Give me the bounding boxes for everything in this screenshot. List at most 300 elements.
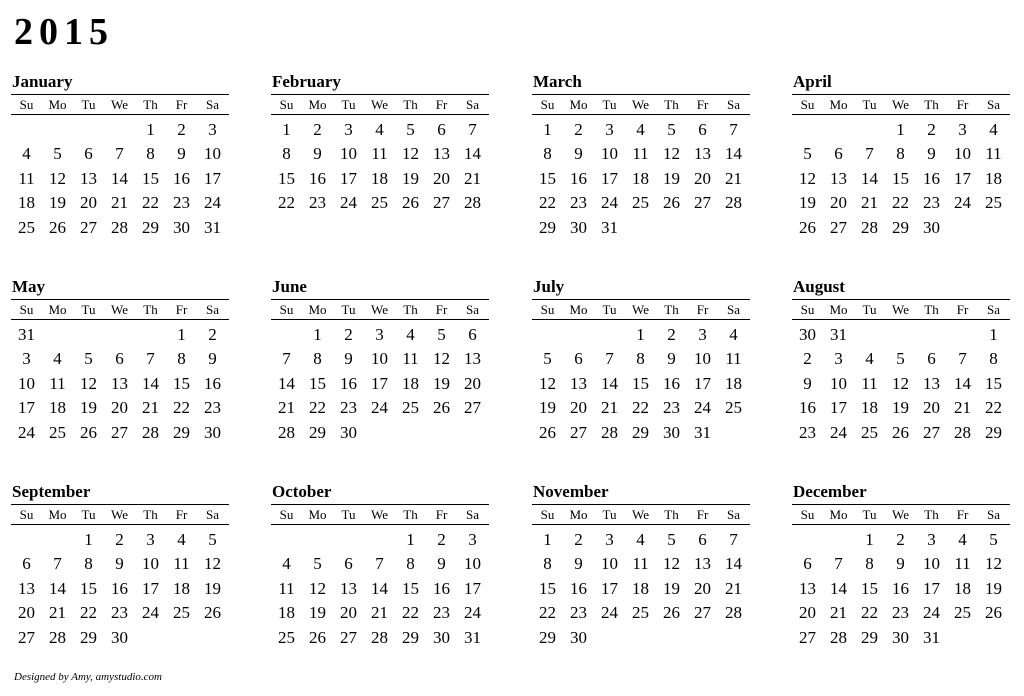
day-cell: 3 [146, 530, 155, 549]
day-cell: 12 [539, 373, 556, 393]
month-name: August [793, 277, 845, 296]
day-cell: 17 [601, 168, 618, 188]
day-cell: 12 [663, 144, 680, 164]
day-cell: 9 [177, 144, 186, 164]
empty-cell [916, 323, 947, 347]
day-cell: 21 [142, 398, 159, 418]
day-cell: 26 [309, 627, 326, 647]
weekday-label: We [111, 97, 128, 112]
day-cell: 2 [344, 325, 353, 344]
day-cell: 10 [601, 554, 618, 574]
day-cell: 10 [694, 349, 711, 369]
day-cell: 24 [142, 603, 159, 623]
day-cell: 18 [725, 373, 742, 393]
empty-cell [718, 216, 749, 240]
day-cell: 22 [892, 193, 909, 213]
day-cell: 26 [49, 217, 66, 237]
day-cell: 30 [892, 627, 909, 647]
day-cell: 29 [539, 627, 556, 647]
day-cell: 8 [636, 349, 645, 369]
day-cell: 13 [694, 554, 711, 574]
day-cell: 2 [313, 120, 322, 139]
empty-cell [978, 626, 1009, 650]
day-cell: 4 [958, 530, 967, 549]
day-cell: 7 [958, 349, 967, 369]
day-cell: 16 [799, 398, 816, 418]
day-cell: 28 [142, 422, 159, 442]
weekday-header [11, 504, 229, 525]
day-cell: 14 [49, 578, 66, 598]
day-cell: 19 [892, 398, 909, 418]
day-cell: 25 [173, 603, 190, 623]
empty-cell [73, 323, 104, 347]
weekday-label: Mo [48, 97, 67, 112]
day-cell: 15 [278, 168, 295, 188]
day-cell: 12 [49, 168, 66, 188]
month-january [11, 72, 229, 240]
weekday-label: Tu [81, 302, 96, 317]
day-cell: 6 [803, 554, 812, 574]
month-name: June [272, 277, 307, 296]
day-cell: 11 [371, 144, 388, 164]
day-cell: 25 [18, 217, 35, 237]
day-cell: 8 [146, 144, 155, 164]
day-cell: 11 [725, 349, 742, 369]
day-cell: 16 [570, 168, 587, 188]
empty-cell [42, 528, 73, 552]
days-grid [532, 115, 749, 240]
days-grid [11, 115, 228, 240]
day-cell: 9 [574, 554, 583, 574]
day-cell: 18 [402, 373, 419, 393]
weekday-label: Su [540, 97, 555, 112]
day-cell: 14 [371, 578, 388, 598]
day-cell: 28 [371, 627, 388, 647]
empty-cell [532, 323, 563, 347]
day-cell: 28 [954, 422, 971, 442]
empty-cell [135, 626, 166, 650]
empty-cell [11, 528, 42, 552]
month-name: April [793, 72, 832, 91]
month-name: September [12, 482, 91, 501]
day-cell: 15 [632, 373, 649, 393]
day-cell: 15 [539, 168, 556, 188]
day-cell: 14 [464, 144, 481, 164]
day-cell: 19 [49, 193, 66, 213]
day-cell: 4 [53, 349, 62, 369]
day-cell: 3 [468, 530, 477, 549]
day-cell: 12 [663, 554, 680, 574]
weekday-label: Sa [987, 507, 1000, 522]
day-cell: 27 [694, 193, 711, 213]
day-cell: 4 [989, 120, 998, 139]
day-cell: 20 [464, 373, 481, 393]
day-cell: 7 [282, 349, 291, 369]
weekday-label: Mo [829, 97, 848, 112]
day-cell: 4 [865, 349, 874, 369]
weekday-label: Mo [569, 97, 588, 112]
day-cell: 26 [204, 603, 221, 623]
day-cell: 11 [18, 168, 35, 188]
day-cell: 27 [830, 217, 847, 237]
day-cell: 1 [177, 325, 186, 344]
day-cell: 5 [667, 120, 676, 139]
day-cell: 5 [208, 530, 217, 549]
day-cell: 15 [173, 373, 190, 393]
day-cell: 30 [570, 627, 587, 647]
weekday-label: Th [664, 97, 679, 112]
day-cell: 30 [433, 627, 450, 647]
day-cell: 31 [923, 627, 940, 647]
day-cell: 1 [282, 120, 291, 139]
empty-cell [395, 421, 426, 445]
day-cell: 8 [84, 554, 93, 574]
day-cell: 25 [49, 422, 66, 442]
weekday-label: Fr [956, 97, 969, 112]
day-cell: 11 [954, 554, 971, 574]
day-cell: 16 [173, 168, 190, 188]
day-cell: 10 [954, 144, 971, 164]
day-cell: 27 [433, 193, 450, 213]
weekday-label: Th [664, 302, 679, 317]
day-cell: 29 [80, 627, 97, 647]
day-cell: 26 [663, 193, 680, 213]
day-cell: 7 [468, 120, 477, 139]
day-cell: 17 [464, 578, 481, 598]
day-cell: 20 [694, 578, 711, 598]
day-cell: 26 [985, 603, 1002, 623]
weekday-label: Th [143, 507, 158, 522]
weekday-label: Th [924, 302, 939, 317]
weekday-label: We [632, 507, 649, 522]
day-cell: 5 [406, 120, 415, 139]
day-cell: 24 [954, 193, 971, 213]
day-cell: 13 [111, 373, 128, 393]
day-cell: 14 [954, 373, 971, 393]
day-cell: 2 [177, 120, 186, 139]
day-cell: 19 [204, 578, 221, 598]
day-cell: 21 [725, 578, 742, 598]
day-cell: 28 [725, 603, 742, 623]
weekday-label: Th [924, 507, 939, 522]
day-cell: 31 [204, 217, 221, 237]
day-cell: 30 [923, 217, 940, 237]
day-cell: 14 [725, 554, 742, 574]
weekday-label: Mo [48, 507, 67, 522]
day-cell: 8 [896, 144, 905, 164]
day-cell: 22 [539, 603, 556, 623]
weekday-label: Tu [341, 97, 356, 112]
day-cell: 23 [663, 398, 680, 418]
day-cell: 2 [896, 530, 905, 549]
day-cell: 7 [729, 120, 738, 139]
day-cell: 9 [927, 144, 936, 164]
day-cell: 10 [204, 144, 221, 164]
weekday-header [792, 94, 1010, 115]
day-cell: 14 [142, 373, 159, 393]
day-cell: 18 [985, 168, 1002, 188]
weekday-label: We [892, 507, 909, 522]
day-cell: 18 [18, 193, 35, 213]
day-cell: 18 [49, 398, 66, 418]
day-cell: 13 [694, 144, 711, 164]
day-cell: 23 [923, 193, 940, 213]
day-cell: 4 [636, 530, 645, 549]
days-grid [792, 320, 1009, 445]
day-cell: 9 [437, 554, 446, 574]
weekday-label: Fr [956, 302, 969, 317]
day-cell: 23 [433, 603, 450, 623]
weekday-label: We [371, 97, 388, 112]
day-cell: 1 [84, 530, 93, 549]
empty-cell [271, 528, 302, 552]
day-cell: 17 [923, 578, 940, 598]
day-cell: 27 [18, 627, 35, 647]
day-cell: 24 [923, 603, 940, 623]
day-cell: 10 [830, 373, 847, 393]
day-cell: 15 [539, 578, 556, 598]
weekday-label: We [371, 302, 388, 317]
weekday-label: Su [800, 97, 815, 112]
day-cell: 29 [142, 217, 159, 237]
weekday-label: Sa [466, 302, 479, 317]
empty-cell [364, 528, 395, 552]
day-cell: 1 [896, 120, 905, 139]
day-cell: 16 [340, 373, 357, 393]
month-september [11, 482, 229, 650]
day-cell: 5 [53, 144, 62, 164]
day-cell: 30 [663, 422, 680, 442]
day-cell: 17 [694, 373, 711, 393]
days-grid [792, 115, 1009, 240]
day-cell: 20 [340, 603, 357, 623]
day-cell: 25 [725, 398, 742, 418]
day-cell: 27 [340, 627, 357, 647]
weekday-label: Mo [829, 507, 848, 522]
weekday-label: Tu [81, 97, 96, 112]
day-cell: 17 [340, 168, 357, 188]
empty-cell [135, 323, 166, 347]
day-cell: 19 [309, 603, 326, 623]
weekday-header [271, 299, 489, 320]
day-cell: 9 [667, 349, 676, 369]
day-cell: 3 [605, 530, 614, 549]
day-cell: 2 [574, 120, 583, 139]
weekday-header [271, 94, 489, 115]
day-cell: 1 [543, 530, 552, 549]
day-cell: 1 [406, 530, 415, 549]
weekday-label: Tu [602, 507, 617, 522]
day-cell: 23 [173, 193, 190, 213]
day-cell: 4 [282, 554, 291, 574]
day-cell: 22 [80, 603, 97, 623]
weekday-header [11, 299, 229, 320]
day-cell: 9 [803, 373, 812, 393]
day-cell: 20 [923, 398, 940, 418]
weekday-label: Th [664, 507, 679, 522]
day-cell: 24 [601, 603, 618, 623]
day-cell: 12 [402, 144, 419, 164]
day-cell: 7 [605, 349, 614, 369]
day-cell: 21 [371, 603, 388, 623]
day-cell: 21 [464, 168, 481, 188]
day-cell: 29 [173, 422, 190, 442]
weekday-label: Tu [602, 302, 617, 317]
day-cell: 26 [663, 603, 680, 623]
day-cell: 11 [173, 554, 190, 574]
day-cell: 20 [694, 168, 711, 188]
day-cell: 26 [80, 422, 97, 442]
weekday-header [532, 94, 750, 115]
day-cell: 10 [464, 554, 481, 574]
day-cell: 5 [803, 144, 812, 164]
empty-cell [302, 216, 333, 240]
empty-cell [792, 118, 823, 142]
day-cell: 21 [601, 398, 618, 418]
day-cell: 8 [313, 349, 322, 369]
day-cell: 28 [111, 217, 128, 237]
day-cell: 13 [923, 373, 940, 393]
day-cell: 29 [985, 422, 1002, 442]
day-cell: 1 [543, 120, 552, 139]
day-cell: 9 [344, 349, 353, 369]
day-cell: 31 [601, 217, 618, 237]
day-cell: 16 [570, 578, 587, 598]
day-cell: 11 [278, 578, 295, 598]
day-cell: 12 [80, 373, 97, 393]
empty-cell [854, 323, 885, 347]
day-cell: 20 [433, 168, 450, 188]
day-cell: 14 [725, 144, 742, 164]
day-cell: 11 [632, 144, 649, 164]
day-cell: 15 [80, 578, 97, 598]
day-cell: 3 [605, 120, 614, 139]
day-cell: 17 [18, 398, 35, 418]
day-cell: 11 [985, 144, 1002, 164]
day-cell: 10 [371, 349, 388, 369]
month-february [271, 72, 489, 240]
day-cell: 13 [570, 373, 587, 393]
empty-cell [271, 216, 302, 240]
weekday-label: Tu [862, 507, 877, 522]
day-cell: 8 [543, 144, 552, 164]
day-cell: 5 [84, 349, 93, 369]
empty-cell [197, 626, 228, 650]
weekday-label: We [371, 507, 388, 522]
day-cell: 1 [989, 325, 998, 344]
day-cell: 18 [371, 168, 388, 188]
day-cell: 7 [729, 530, 738, 549]
month-october [271, 482, 489, 650]
day-cell: 19 [539, 398, 556, 418]
weekday-header [532, 504, 750, 525]
day-cell: 7 [834, 554, 843, 574]
day-cell: 25 [985, 193, 1002, 213]
day-cell: 5 [313, 554, 322, 574]
day-cell: 15 [861, 578, 878, 598]
weekday-label: We [111, 507, 128, 522]
empty-cell [625, 626, 656, 650]
weekday-label: Fr [175, 507, 188, 522]
weekday-label: Mo [569, 507, 588, 522]
day-cell: 21 [830, 603, 847, 623]
day-cell: 17 [371, 373, 388, 393]
days-grid [532, 525, 749, 650]
weekday-label: Fr [956, 507, 969, 522]
weekday-label: Th [924, 97, 939, 112]
day-cell: 26 [799, 217, 816, 237]
day-cell: 2 [115, 530, 124, 549]
day-cell: 28 [464, 193, 481, 213]
empty-cell [885, 323, 916, 347]
weekday-header [792, 504, 1010, 525]
day-cell: 23 [340, 398, 357, 418]
day-cell: 8 [543, 554, 552, 574]
day-cell: 5 [543, 349, 552, 369]
weekday-label: Th [143, 302, 158, 317]
day-cell: 7 [865, 144, 874, 164]
day-cell: 3 [208, 120, 217, 139]
day-cell: 18 [278, 603, 295, 623]
weekday-label: Sa [727, 507, 740, 522]
weekday-label: Fr [435, 97, 448, 112]
day-cell: 27 [570, 422, 587, 442]
day-cell: 20 [80, 193, 97, 213]
day-cell: 19 [663, 578, 680, 598]
day-cell: 6 [437, 120, 446, 139]
day-cell: 25 [632, 193, 649, 213]
day-cell: 13 [80, 168, 97, 188]
day-cell: 20 [18, 603, 35, 623]
day-cell: 13 [340, 578, 357, 598]
weekday-label: Mo [308, 97, 327, 112]
weekday-label: Fr [175, 97, 188, 112]
day-cell: 15 [892, 168, 909, 188]
weekday-label: Sa [987, 97, 1000, 112]
year-title: 2015 [14, 11, 114, 53]
empty-cell [271, 323, 302, 347]
day-cell: 28 [830, 627, 847, 647]
weekday-label: Su [279, 507, 294, 522]
day-cell: 18 [954, 578, 971, 598]
day-cell: 20 [570, 398, 587, 418]
days-grid [271, 320, 488, 445]
day-cell: 31 [694, 422, 711, 442]
weekday-label: Th [143, 97, 158, 112]
day-cell: 22 [539, 193, 556, 213]
day-cell: 6 [574, 349, 583, 369]
days-grid [271, 525, 488, 650]
empty-cell [104, 118, 135, 142]
empty-cell [718, 626, 749, 650]
day-cell: 10 [18, 373, 35, 393]
day-cell: 3 [344, 120, 353, 139]
day-cell: 7 [53, 554, 62, 574]
day-cell: 2 [437, 530, 446, 549]
weekday-label: Sa [987, 302, 1000, 317]
days-grid [11, 320, 228, 445]
weekday-label: Tu [341, 302, 356, 317]
empty-cell [395, 216, 426, 240]
day-cell: 16 [204, 373, 221, 393]
day-cell: 13 [830, 168, 847, 188]
day-cell: 16 [663, 373, 680, 393]
day-cell: 16 [309, 168, 326, 188]
day-cell: 27 [464, 398, 481, 418]
day-cell: 12 [985, 554, 1002, 574]
day-cell: 6 [84, 144, 93, 164]
empty-cell [426, 421, 457, 445]
